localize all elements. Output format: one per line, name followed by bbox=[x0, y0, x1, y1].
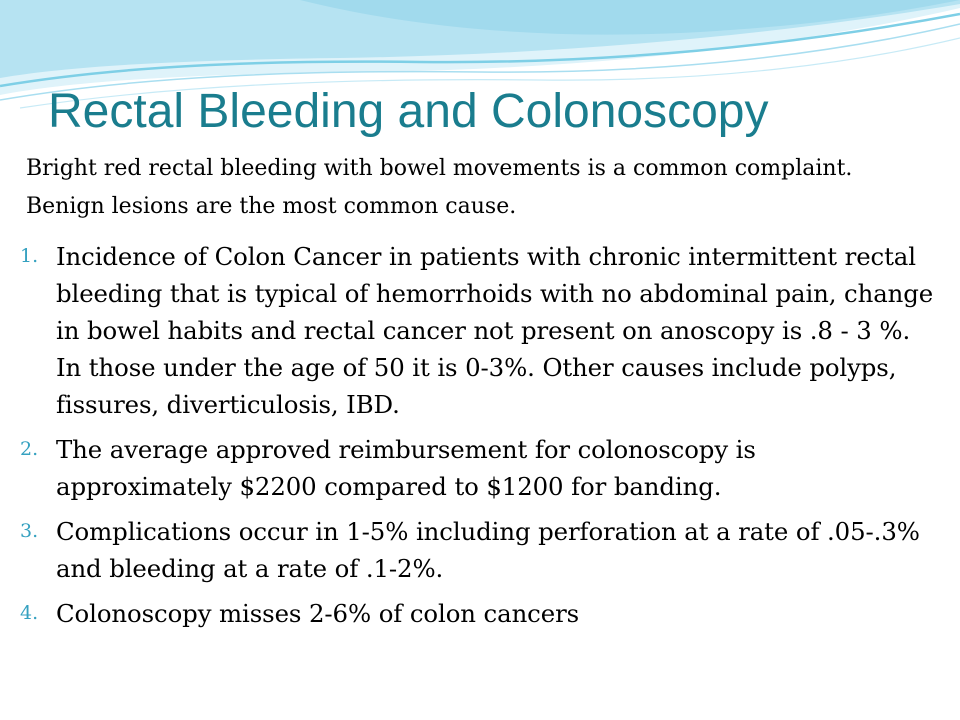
slide-title: Rectal Bleeding and Colonoscopy bbox=[48, 85, 769, 138]
list-item bbox=[20, 595, 935, 632]
intro-text: Bright red rectal bleeding with bowel movements is a common complaint. Benign lesions are the most common cause. bbox=[26, 156, 853, 219]
list-item bbox=[20, 513, 935, 587]
list-item bbox=[20, 431, 935, 505]
list-item-number: 2. bbox=[20, 438, 39, 460]
list-item-number: 1. bbox=[20, 245, 39, 267]
list-item-number: 4. bbox=[20, 602, 39, 624]
list-item-text: Colonoscopy misses 2-6% of colon cancers bbox=[56, 599, 580, 628]
numbered-list bbox=[20, 238, 935, 640]
list-item-text: Incidence of Colon Cancer in patients with chronic intermittent rectal bleeding that is typical of hemorrhoids with no abdominal pain, change in bowel habits and rectal cancer not present on anoscopy is .8 - 3 %. In those under the age of 50 it is 0-3%. Other causes include polyps, fissures, diverticulosis, IBD. bbox=[56, 242, 934, 419]
list-item-text: Complications occur in 1-5% including perforation at a rate of .05-.3% and bleeding at a rate of .1-2%. bbox=[56, 517, 920, 583]
list-item bbox=[20, 238, 935, 423]
list-item-number: 3. bbox=[20, 520, 39, 542]
list-item-text: The average approved reimbursement for colonoscopy is approximately $2200 compared to $1200 for banding. bbox=[56, 435, 756, 501]
